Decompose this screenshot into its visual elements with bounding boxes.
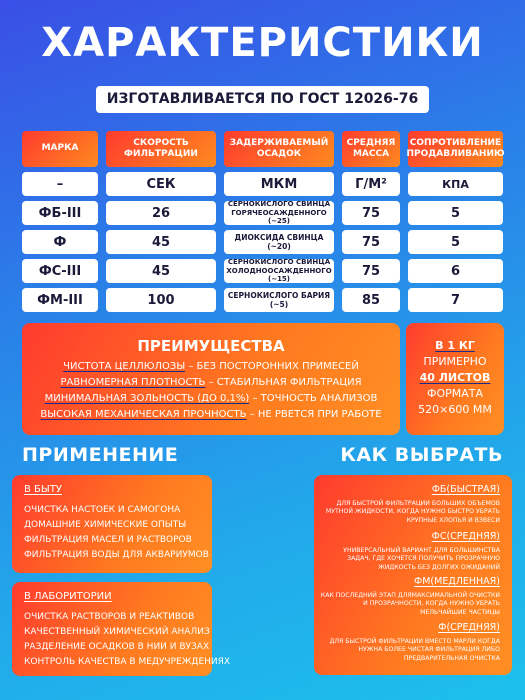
- advantage-item: ВЫСОКАЯ МЕХАНИЧЕСКАЯ ПРОЧНОСТЬ – НЕ РВЕТСЯ ПРИ РАБОТЕ: [40, 409, 382, 420]
- unit-resistance: КПА: [408, 172, 503, 196]
- package-format-label: ФОРМАТА: [426, 387, 484, 400]
- choose-fs-desc: УНИВЕРСАЛЬНЫЙ ВАРИАНТ ДЛЯ БОЛЬШИНСТВА ЗАДАЧ, ГДЕ ХОЧЕТСЯ ПОЛУЧИТЬ ПРОЗРАЧНУЮ ЖИДКОСТЬ БЕЗ ДОЛГИХ ОЖИДАНИЙ: [343, 547, 500, 571]
- list-item: КАЧЕСТВЕННЫЙ ХИМИЧЕСКИЙ АНАЛИЗ: [24, 627, 210, 637]
- row-fs-sediment: СЕРНОКИСЛОГО СВИНЦА ХОЛОДНООСАЖДЕННОГО (~15): [224, 259, 334, 283]
- package-format-size: 520×600 ММ: [418, 403, 492, 416]
- list-item: ФИЛЬТРАЦИЯ МАСЕЛ И РАСТВОРОВ: [24, 535, 192, 545]
- header-burst-resistance: СОПРОТИВЛЕНИЕ ПРОДАВЛИВАНИЮ: [408, 131, 503, 167]
- choose-title: КАК ВЫБРАТЬ: [340, 444, 503, 466]
- package-sheets: 40 ЛИСТОВ: [419, 371, 491, 384]
- choose-fb-title: ФБ(БЫСТРАЯ): [431, 484, 500, 495]
- row-fm-speed: 100: [106, 288, 216, 312]
- choose-fb-desc: ДЛЯ БЫСТРОЙ ФИЛЬТРАЦИИ БОЛЬШИХ ОБЪЕМОВ МУТНОЙ ЖИДКОСТИ, КОГДА НУЖНО БЫСТРО УБРАТЬ КРУПНЫЕ ХЛОПЬЯ И ВЗВЕСИ: [325, 500, 500, 524]
- header-brand: МАРКА: [22, 131, 98, 167]
- row-f-speed: 45: [106, 230, 216, 254]
- list-item: ДОМАШНИЕ ХИМИЧЕСКИЕ ОПЫТЫ: [24, 520, 187, 530]
- unit-speed: СЕК: [106, 172, 216, 196]
- advantage-item: ЧИСТОТА ЦЕЛЛЮЛОЗЫ – БЕЗ ПОСТОРОННИХ ПРИМЕСЕЙ: [63, 361, 359, 372]
- standard-subtitle: ИЗГОТАВЛИВАЕТСЯ ПО ГОСТ 12026-76: [96, 86, 429, 113]
- advantage-item: МИНИМАЛЬНАЯ ЗОЛЬНОСТЬ (ДО 0,1%) – ТОЧНОСТЬ АНАЛИЗОВ: [44, 393, 378, 404]
- row-f-mass: 75: [342, 230, 400, 254]
- row-f-resistance: 5: [408, 230, 503, 254]
- header-retained-sediment: ЗАДЕРЖИВАЕМЫЙ ОСАДОК: [224, 131, 334, 167]
- header-filtration-speed: СКОРОСТЬ ФИЛЬТРАЦИИ: [106, 131, 216, 167]
- row-fs-resistance: 6: [408, 259, 503, 283]
- row-fb-sediment: СЕРНОКИСЛОГО СВИНЦА ГОРЯЧЕОСАЖДЕННОГО (~25): [224, 201, 334, 225]
- unit-brand: –: [22, 172, 98, 196]
- choose-panel: [314, 475, 512, 675]
- advantages-title: ПРЕИМУЩЕСТВА: [137, 337, 285, 355]
- row-fs-brand: ФС-III: [22, 259, 98, 283]
- unit-mass: Г/М²: [342, 172, 400, 196]
- row-fm-mass: 85: [342, 288, 400, 312]
- row-fm-brand: ФМ-III: [22, 288, 98, 312]
- row-fm-resistance: 7: [408, 288, 503, 312]
- unit-sediment: МКМ: [224, 172, 334, 196]
- header-average-mass: СРЕДНЯЯ МАССА: [342, 131, 400, 167]
- choose-f-title: Ф(СРЕДНЯЯ): [438, 622, 500, 633]
- usage-lab-title: В ЛАБОРИТОРИИ: [24, 591, 112, 602]
- row-f-brand: Ф: [22, 230, 98, 254]
- row-fm-sediment: СЕРНОКИСЛОГО БАРИЯ (~5): [224, 288, 334, 312]
- usage-title: ПРИМЕНЕНИЕ: [22, 444, 179, 466]
- row-fb-brand: ФБ-III: [22, 201, 98, 225]
- usage-lab-panel: [12, 582, 231, 676]
- list-item: ФИЛЬТРАЦИЯ ВОДЫ ДЛЯ АКВАРИУМОВ: [24, 550, 209, 560]
- package-info-panel: [406, 323, 504, 435]
- package-approx: ПРИМЕРНО: [423, 355, 487, 368]
- choose-fm-desc: КАК ПОСЛЕДНИЙ ЭТАП ДЛЯМАКСИМАЛЬНОЙ ОЧИСТКИ И ПРОЗРАЧНОСТИ, КОГДА НУЖНО УБРАТЬ МЕЛЬЧАЙШИЕ ЧАСТИЦЫ: [320, 592, 500, 616]
- list-item: РАЗДЕЛЕНИЕ ОСАДКОВ В НИИ И ВУЗАХ: [24, 642, 210, 652]
- list-item: ОЧИСТКА НАСТОЕК И САМОГОНА: [24, 505, 181, 515]
- choose-fm-title: ФМ(МЕДЛЕННАЯ): [414, 576, 500, 587]
- package-weight: В 1 КГ: [435, 339, 475, 352]
- list-item: КОНТРОЛЬ КАЧЕСТВА В МЕДУЧРЕЖДЕНИЯХ: [24, 657, 231, 667]
- row-fb-speed: 26: [106, 201, 216, 225]
- usage-home-panel: [12, 475, 212, 573]
- row-fs-mass: 75: [342, 259, 400, 283]
- advantage-item: РАВНОМЕРНАЯ ПЛОТНОСТЬ – СТАБИЛЬНАЯ ФИЛЬТРАЦИЯ: [60, 377, 362, 388]
- row-f-sediment: ДИОКСИДА СВИНЦА (~20): [224, 230, 334, 254]
- advantages-panel: [22, 323, 400, 435]
- row-fb-mass: 75: [342, 201, 400, 225]
- page-title: ХАРАКТЕРИСТИКИ: [41, 20, 484, 66]
- choose-f-desc: ДЛЯ БЫСТРОЙ ФИЛЬТРАЦИИ ВМЕСТО МАРЛИ КОГДА НУЖНА БОЛЕЕ ЧИСТАЯ ФИЛЬТРАЦИЯ ЛИБО ПРЕДВАРИТЕЛЬНАЯ ОЧИСТКА: [329, 638, 500, 662]
- list-item: ОЧИСТКА РАСТВОРОВ И РЕАКТИВОВ: [24, 612, 195, 622]
- usage-home-title: В БЫТУ: [24, 484, 62, 495]
- row-fb-resistance: 5: [408, 201, 503, 225]
- choose-fs-title: ФС(СРЕДНЯЯ): [431, 531, 500, 542]
- row-fs-speed: 45: [106, 259, 216, 283]
